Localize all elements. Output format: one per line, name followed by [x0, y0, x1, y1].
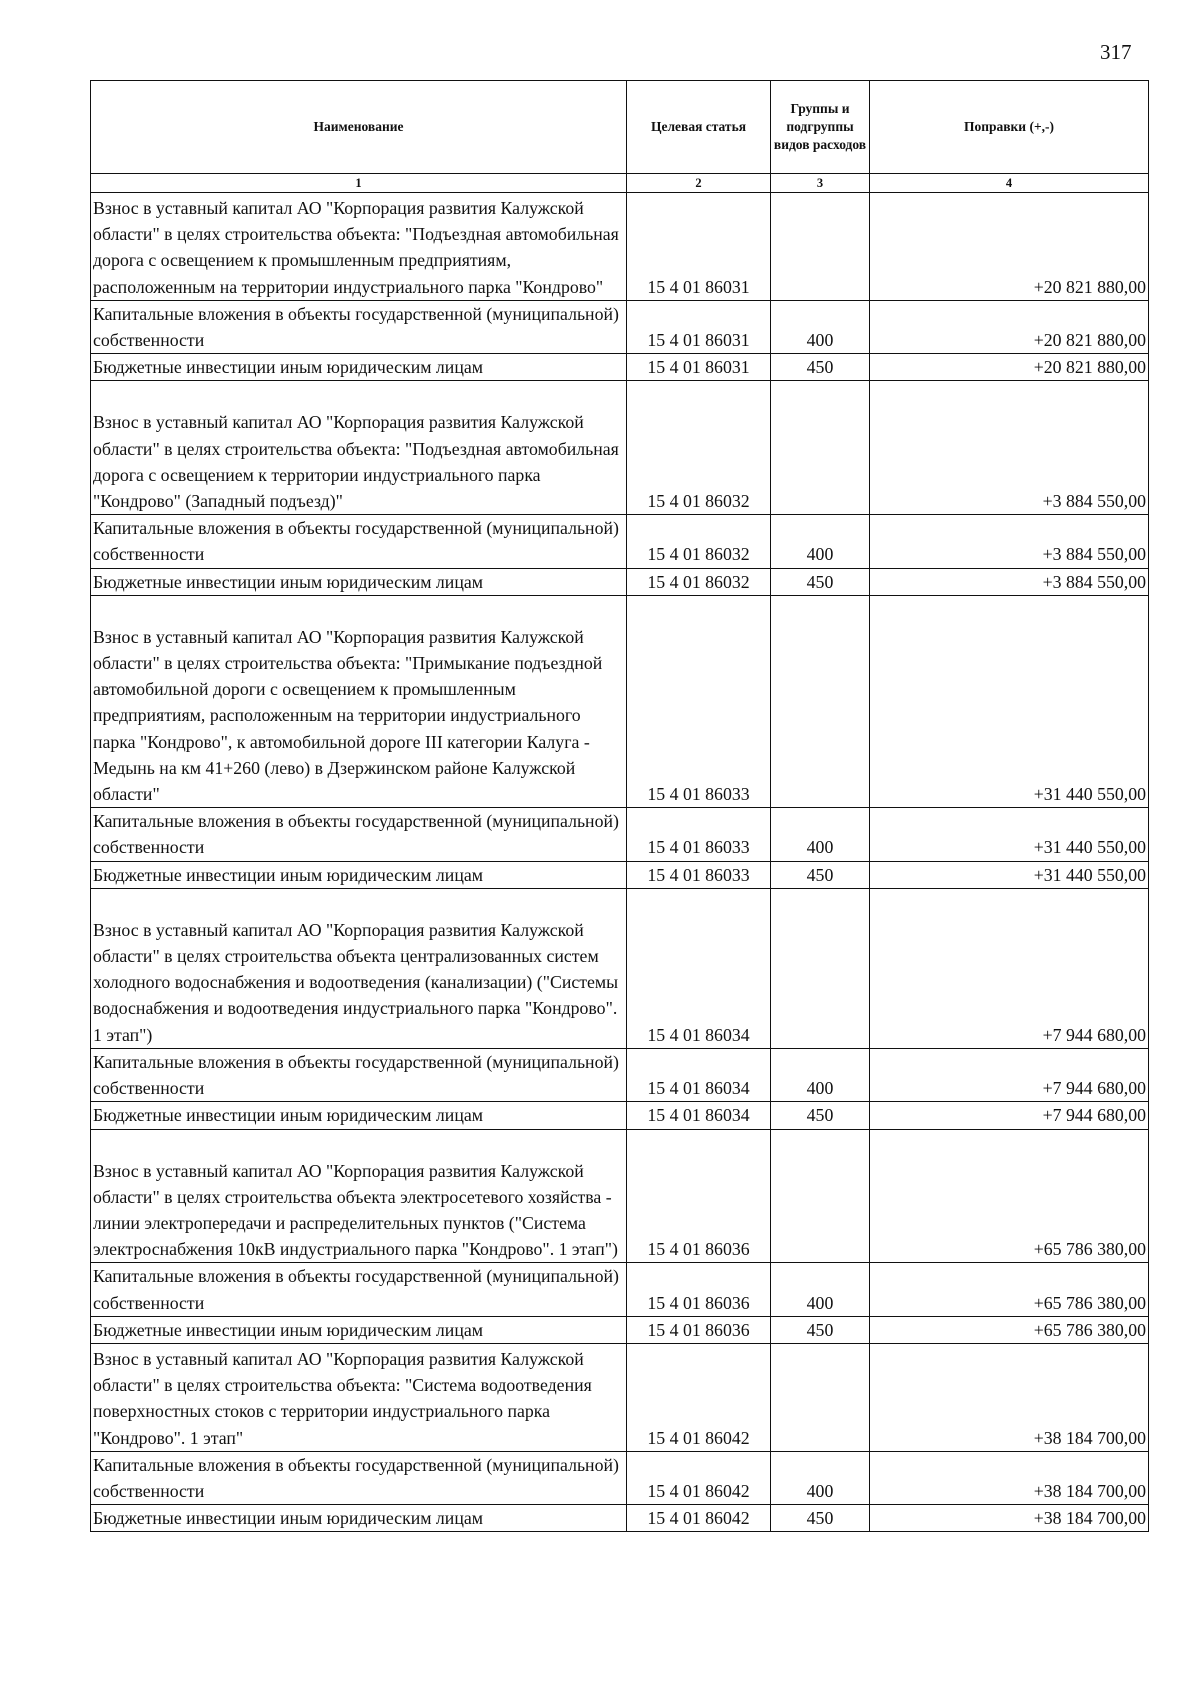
column-number-row: [91, 174, 1149, 193]
name-cell: Капитальные вложения в объекты государственной (муниципальной) собственности: [91, 515, 627, 568]
table-row: [91, 1343, 1149, 1451]
table-row: [91, 1505, 1149, 1532]
target-article-cell: 15 4 01 86034: [627, 1048, 771, 1101]
name-cell: Капитальные вложения в объекты государственной (муниципальной) собственности: [91, 300, 627, 353]
amount-cell: +38 184 700,00: [870, 1343, 1149, 1451]
group-cell: 400: [771, 1263, 870, 1316]
group-cell: 450: [771, 1102, 870, 1129]
target-article-cell: 15 4 01 86031: [627, 193, 771, 301]
group-cell: 450: [771, 861, 870, 888]
group-cell: 400: [771, 808, 870, 861]
target-article-cell: 15 4 01 86042: [627, 1505, 771, 1532]
amount-cell: +7 944 680,00: [870, 888, 1149, 1048]
target-article-cell: 15 4 01 86032: [627, 515, 771, 568]
group-cell: [771, 1343, 870, 1451]
name-cell: Взнос в уставный капитал АО "Корпорация развития Калужской области" в целях строительства объекта: "Система водоотведения поверхностных стоков с территории индустриального парка "Кондрово". 1 этап": [91, 1343, 627, 1451]
name-cell: Бюджетные инвестиции иным юридическим лицам: [91, 861, 627, 888]
amount-cell: +3 884 550,00: [870, 568, 1149, 595]
budget-table: [90, 80, 1149, 1532]
table-row: [91, 1102, 1149, 1129]
target-article-cell: 15 4 01 86033: [627, 595, 771, 807]
table-row: [91, 381, 1149, 515]
table-row: [91, 1451, 1149, 1504]
table-row: [91, 808, 1149, 861]
name-cell: Бюджетные инвестиции иным юридическим лицам: [91, 354, 627, 381]
name-cell: Бюджетные инвестиции иным юридическим лицам: [91, 1102, 627, 1129]
table-row: [91, 1129, 1149, 1263]
group-cell: [771, 193, 870, 301]
name-cell: Взнос в уставный капитал АО "Корпорация развития Калужской области" в целях строительства объекта централизованных систем холодного водоснабжения и водоотведения (канализации) ("Системы водоснабжения и водоотведения индустриального парка "Кондрово". 1 этап"): [91, 888, 627, 1048]
amount-cell: +3 884 550,00: [870, 515, 1149, 568]
name-cell: Бюджетные инвестиции иным юридическим лицам: [91, 568, 627, 595]
amount-cell: +65 786 380,00: [870, 1263, 1149, 1316]
target-article-cell: 15 4 01 86034: [627, 888, 771, 1048]
amount-cell: +3 884 550,00: [870, 381, 1149, 515]
group-cell: 450: [771, 1316, 870, 1343]
target-article-cell: 15 4 01 86033: [627, 861, 771, 888]
amount-cell: +38 184 700,00: [870, 1505, 1149, 1532]
name-cell: Взнос в уставный капитал АО "Корпорация развития Калужской области" в целях строительства объекта: "Примыкание подъездной автомобильной дороги с освещением к промышленным предприятиям, расположенным на территории индустриального парка "Кондрово", к автомобильной дороге III категории Калуга - Медынь на км 41+260 (лево) в Дзержинском районе Калужской области": [91, 595, 627, 807]
group-cell: 400: [771, 1451, 870, 1504]
target-article-cell: 15 4 01 86033: [627, 808, 771, 861]
name-cell: Капитальные вложения в объекты государственной (муниципальной) собственности: [91, 1263, 627, 1316]
table-body: [91, 193, 1149, 1532]
amount-cell: +65 786 380,00: [870, 1316, 1149, 1343]
group-cell: [771, 595, 870, 807]
group-cell: [771, 1129, 870, 1263]
header-name: Наименование: [91, 81, 627, 174]
table-row: [91, 595, 1149, 807]
amount-cell: +31 440 550,00: [870, 861, 1149, 888]
table-row: [91, 888, 1149, 1048]
name-cell: Бюджетные инвестиции иным юридическим лицам: [91, 1505, 627, 1532]
table-row: [91, 861, 1149, 888]
header-amendments: Поправки (+,-): [870, 81, 1149, 174]
table-row: [91, 515, 1149, 568]
name-cell: Взнос в уставный капитал АО "Корпорация развития Калужской области" в целях строительства объекта: "Подъездная автомобильная дорога с освещением к территории индустриального парка "Кондрово" (Западный подъезд)": [91, 381, 627, 515]
target-article-cell: 15 4 01 86031: [627, 300, 771, 353]
target-article-cell: 15 4 01 86042: [627, 1343, 771, 1451]
name-cell: Взнос в уставный капитал АО "Корпорация развития Калужской области" в целях строительства объекта: "Подъездная автомобильная дорога с освещением к промышленным предприятиям, расположенным на территории индустриального парка "Кондрово": [91, 193, 627, 301]
group-cell: 400: [771, 1048, 870, 1101]
target-article-cell: 15 4 01 86032: [627, 381, 771, 515]
table-row: [91, 568, 1149, 595]
group-cell: 400: [771, 300, 870, 353]
column-number: 3: [771, 174, 870, 193]
group-cell: 400: [771, 515, 870, 568]
target-article-cell: 15 4 01 86036: [627, 1316, 771, 1343]
amount-cell: +7 944 680,00: [870, 1102, 1149, 1129]
target-article-cell: 15 4 01 86032: [627, 568, 771, 595]
header-target-article: Целевая статья: [627, 81, 771, 174]
header-groups: Группы и подгруппы видов расходов: [771, 81, 870, 174]
amount-cell: +20 821 880,00: [870, 300, 1149, 353]
group-cell: 450: [771, 1505, 870, 1532]
table-row: [91, 1048, 1149, 1101]
page-number: 317: [1100, 40, 1132, 64]
target-article-cell: 15 4 01 86034: [627, 1102, 771, 1129]
column-number: 4: [870, 174, 1149, 193]
group-cell: [771, 381, 870, 515]
group-cell: 450: [771, 354, 870, 381]
table-row: [91, 300, 1149, 353]
amount-cell: +20 821 880,00: [870, 354, 1149, 381]
target-article-cell: 15 4 01 86042: [627, 1451, 771, 1504]
header-row: [91, 81, 1149, 174]
amount-cell: +31 440 550,00: [870, 595, 1149, 807]
table-row: [91, 354, 1149, 381]
name-cell: Бюджетные инвестиции иным юридическим лицам: [91, 1316, 627, 1343]
target-article-cell: 15 4 01 86031: [627, 354, 771, 381]
name-cell: Взнос в уставный капитал АО "Корпорация развития Калужской области" в целях строительства объекта электросетевого хозяйства - линии электропередачи и распределительных пунктов ("Система электроснабжения 10кВ индустриального парка "Кондрово". 1 этап"): [91, 1129, 627, 1263]
target-article-cell: 15 4 01 86036: [627, 1129, 771, 1263]
group-cell: [771, 888, 870, 1048]
name-cell: Капитальные вложения в объекты государственной (муниципальной) собственности: [91, 808, 627, 861]
table-row: [91, 1316, 1149, 1343]
amount-cell: +7 944 680,00: [870, 1048, 1149, 1101]
target-article-cell: 15 4 01 86036: [627, 1263, 771, 1316]
group-cell: 450: [771, 568, 870, 595]
table-row: [91, 1263, 1149, 1316]
name-cell: Капитальные вложения в объекты государственной (муниципальной) собственности: [91, 1451, 627, 1504]
column-number: 2: [627, 174, 771, 193]
name-cell: Капитальные вложения в объекты государственной (муниципальной) собственности: [91, 1048, 627, 1101]
amount-cell: +20 821 880,00: [870, 193, 1149, 301]
column-number: 1: [91, 174, 627, 193]
amount-cell: +38 184 700,00: [870, 1451, 1149, 1504]
table-row: [91, 193, 1149, 301]
amount-cell: +65 786 380,00: [870, 1129, 1149, 1263]
amount-cell: +31 440 550,00: [870, 808, 1149, 861]
